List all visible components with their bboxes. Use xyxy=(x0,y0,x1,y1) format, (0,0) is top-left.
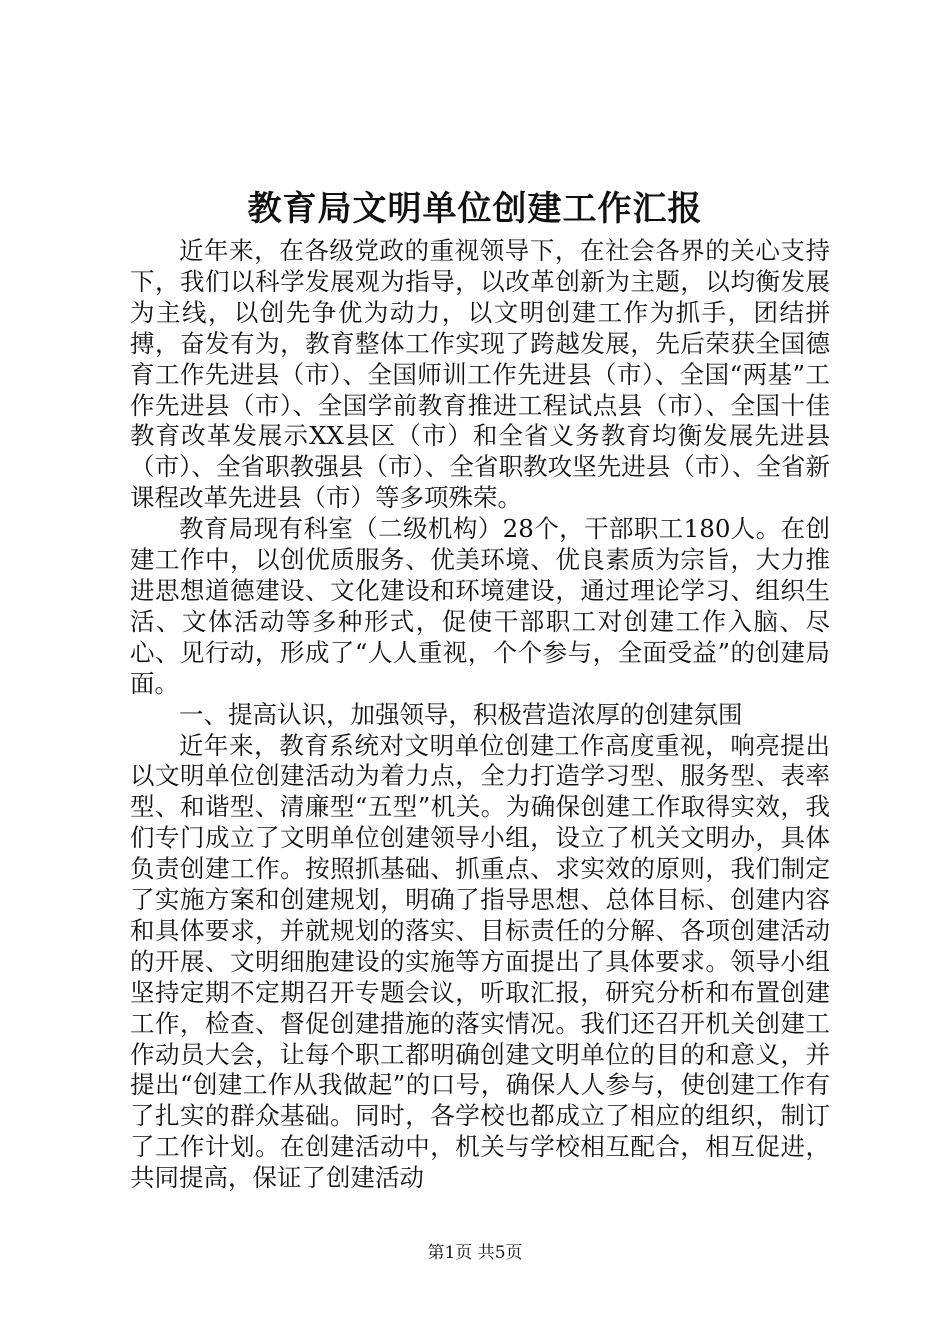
paragraph-section-1: 近年来，教育系统对文明单位创建工作高度重视，响亮提出以文明单位创建活动为着力点，全力打造学习型、服务型、表率型、和谐型、清廉型“五型”机关。为确保创建工作取得实效，我们专门成立了文明单位创建领导小组，设立了机关文明办，具体负责创建工作。按照抓基础、抓重点、求实效的原则，我们制定了实施方案和创建规划，明确了指导思想、总体目标、创建内容和具体要求，并就规划的落实、目标责任的分解、各项创建活动的开展、文明细胞建设的实施等方面提出了具体要求。领导小组坚持定期不定期召开专题会议，听取汇报，研究分析和布置创建工作，检查、督促创建措施的落实情况。我们还召开机关创建工作动员大会，让每个职工都明确创建文明单位的目的和意义，并提出“创建工作从我做起”的口号，确保人人参与，使创建工作有了扎实的群众基础。同时，各学校也都成立了相应的组织，制订了工作计划。在创建活动中，机关与学校相互配合，相互促进，共同提高，保证了创建活动 xyxy=(130,730,830,1193)
paragraph-intro: 近年来，在各级党政的重视领导下，在社会各界的关心支持下，我们以科学发展观为指导，以改革创新为主题，以均衡发展为主线，以创先争优为动力，以文明创建工作为抓手，团结拼搏，奋发有为，教育整体工作实现了跨越发展，先后荣获全国德育工作先进县（市）、全国师训工作先进县（市）、全国“两基”工作先进县（市）、全国学前教育推进工程试点县（市）、全国十佳教育改革发展示XX县区（市）和全省义务教育均衡发展先进县（市）、全省职教强县（市）、全省职教攻坚先进县（市）、全省新课程改革先进县（市）等多项殊荣。 xyxy=(130,236,830,513)
document-body xyxy=(130,236,830,1194)
document-title: 教育局文明单位创建工作汇报 xyxy=(247,189,703,229)
page-footer: 第1页 共5页 xyxy=(427,1243,523,1263)
paragraph-staff: 教育局现有科室（二级机构）28个，干部职工180人。在创建工作中，以创优质服务、优美环境、优良素质为宗旨，大力推进思想道德建设、文化建设和环境建设，通过理论学习、组织生活、文体活动等多种形式，促使干部职工对创建工作入脑、尽心、见行动，形成了“人人重视，个个参与，全面受益”的创建局面。 xyxy=(130,514,830,698)
section-heading-1: 一、提高认识，加强领导，积极营造浓厚的创建氛围 xyxy=(179,699,743,729)
